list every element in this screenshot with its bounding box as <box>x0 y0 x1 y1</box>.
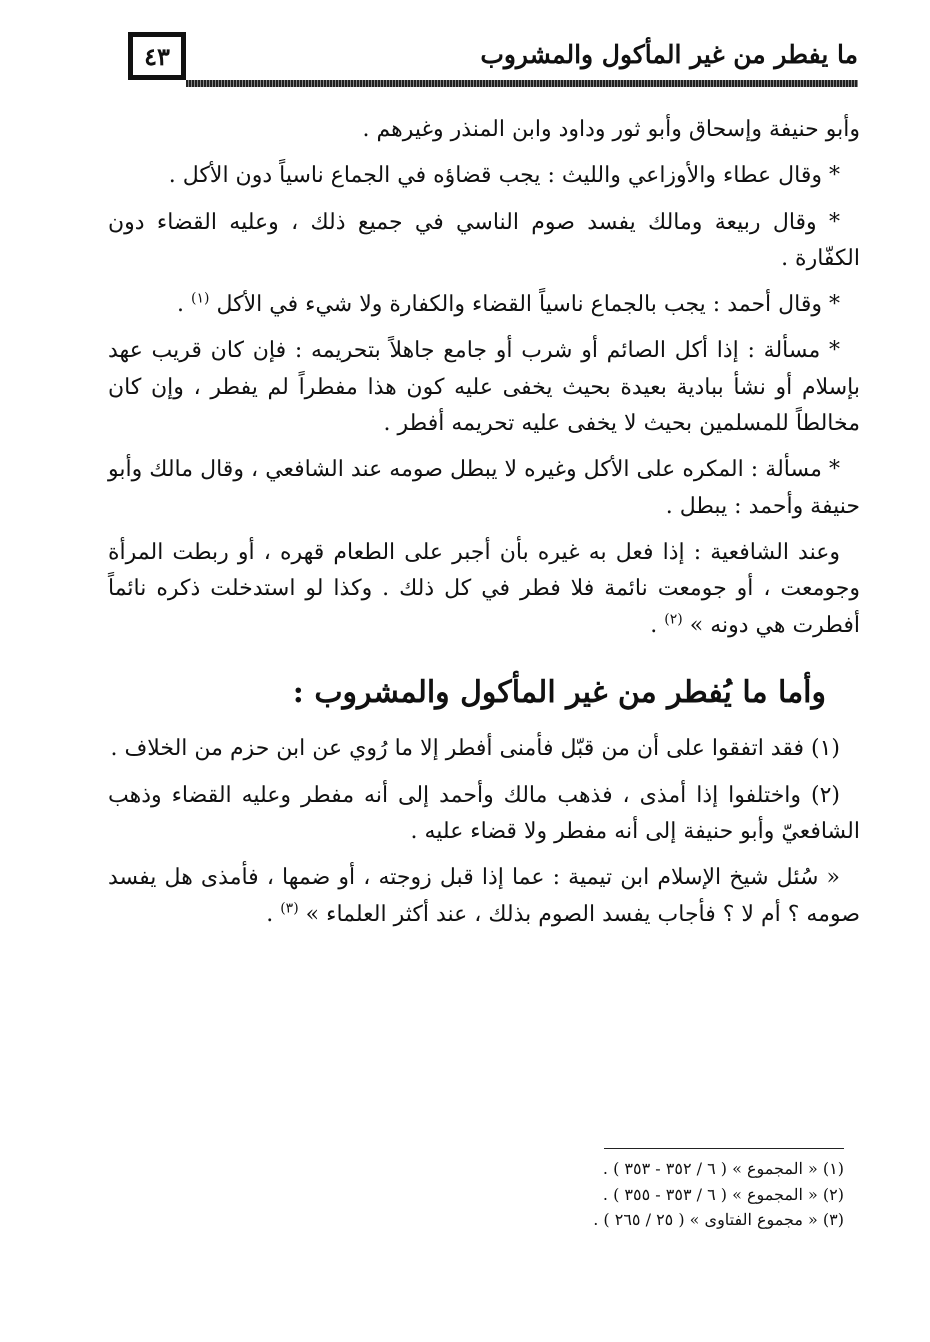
paragraph-7-text: وعند الشافعية : إذا فعل به غيره بأن أجبر على الطعام قهره ، أو ربطت المرأة وجومعت ، أو جومعت نائمة فلا فطر في كل ذلك . وكذا لو استدخلت ذكره نائماً أفطرت هي دونه » <box>108 539 860 638</box>
paragraph-10-end: . <box>266 901 281 927</box>
page-body <box>108 112 860 943</box>
paragraph-8: (١) فقد اتفقوا على أن من قبّل فأمنى أفطر إلا ما رُوي عن ابن حزم من الخلاف . <box>110 736 840 762</box>
running-title: ما يفطر من غير المأكول والمشروب <box>480 40 858 69</box>
footnote-3: (٣) « مجموع الفتاوى » ( ٢٥ / ٢٦٥ ) . <box>593 1210 844 1230</box>
paragraph-3: * وقال ربيعة ومالك يفسد صوم الناسي في جميع ذلك ، وعليه القضاء دون الكفّارة . <box>108 209 860 271</box>
footnote-separator <box>604 1148 844 1149</box>
footnote-1: (١) « المجموع » ( ٦ / ٣٥٢ - ٣٥٣ ) . <box>602 1159 844 1178</box>
paragraph-5: * مسألة : إذا أكل الصائم أو شرب أو جامع جاهلاً بتحريمه : فإن كان قريب عهد بإسلام أو نشأ ببادية بعيدة بحيث يخفى عليه كون هذا مفطراً لم يفطر ، وإن كان مخالطاً للمسلمين بحيث لا يخفى عليه تحريمه أفطر . <box>108 338 860 437</box>
footnote-ref-1: (١) <box>191 290 210 307</box>
header-rule <box>186 80 858 87</box>
paragraph-7 <box>108 535 860 644</box>
paragraph-4-text: * وقال أحمد : يجب بالجماع ناسياً القضاء والكفارة ولا شيء في الأكل <box>216 292 840 318</box>
paragraph-9: (٢) واختلفوا إذا أمذى ، فذهب مالك وأحمد إلى أنه مفطر وعليه القضاء وذهب الشافعيّ وأبو حنيفة إلى أنه مفطر ولا قضاء عليه . <box>108 782 860 844</box>
footnote-2: (٢) « المجموع » ( ٦ / ٣٥٣ - ٣٥٥ ) . <box>602 1184 844 1204</box>
paragraph-6: * مسألة : المكره على الأكل وغيره لا يبطل صومه عند الشافعي ، وقال مالك وأبو حنيفة وأحمد : يبطل . <box>108 457 860 519</box>
page-number: ٤٣ <box>128 32 186 80</box>
paragraph-4-end: . <box>177 292 191 318</box>
paragraph-10 <box>108 860 860 933</box>
section-heading: وأما ما يُفطر من غير المأكول والمشروب : <box>292 674 826 710</box>
paragraph-2: * وقال عطاء والأوزاعي والليث : يجب قضاؤه في الجماع ناسياً دون الأكل . <box>168 163 840 189</box>
footnote-ref-2: (٢) <box>664 611 683 628</box>
paragraph-7-end: . <box>650 612 665 638</box>
footnote-ref-3: (٣) <box>280 900 299 917</box>
page-header <box>128 32 858 90</box>
paragraph-1: وأبو حنيفة وإسحاق وأبو ثور وداود وابن المنذر وغيرهم . <box>362 117 860 142</box>
paragraph-4 <box>108 287 860 323</box>
footnotes <box>344 1156 844 1233</box>
paragraph-10-text: « سُئل شيخ الإسلام ابن تيمية : عما إذا قبل زوجته ، أو ضمها ، فأمذى هل يفسد صومه ؟ أم لا ؟ فأجاب يفسد الصوم بذلك ، عند أكثر العلماء » <box>108 865 860 927</box>
